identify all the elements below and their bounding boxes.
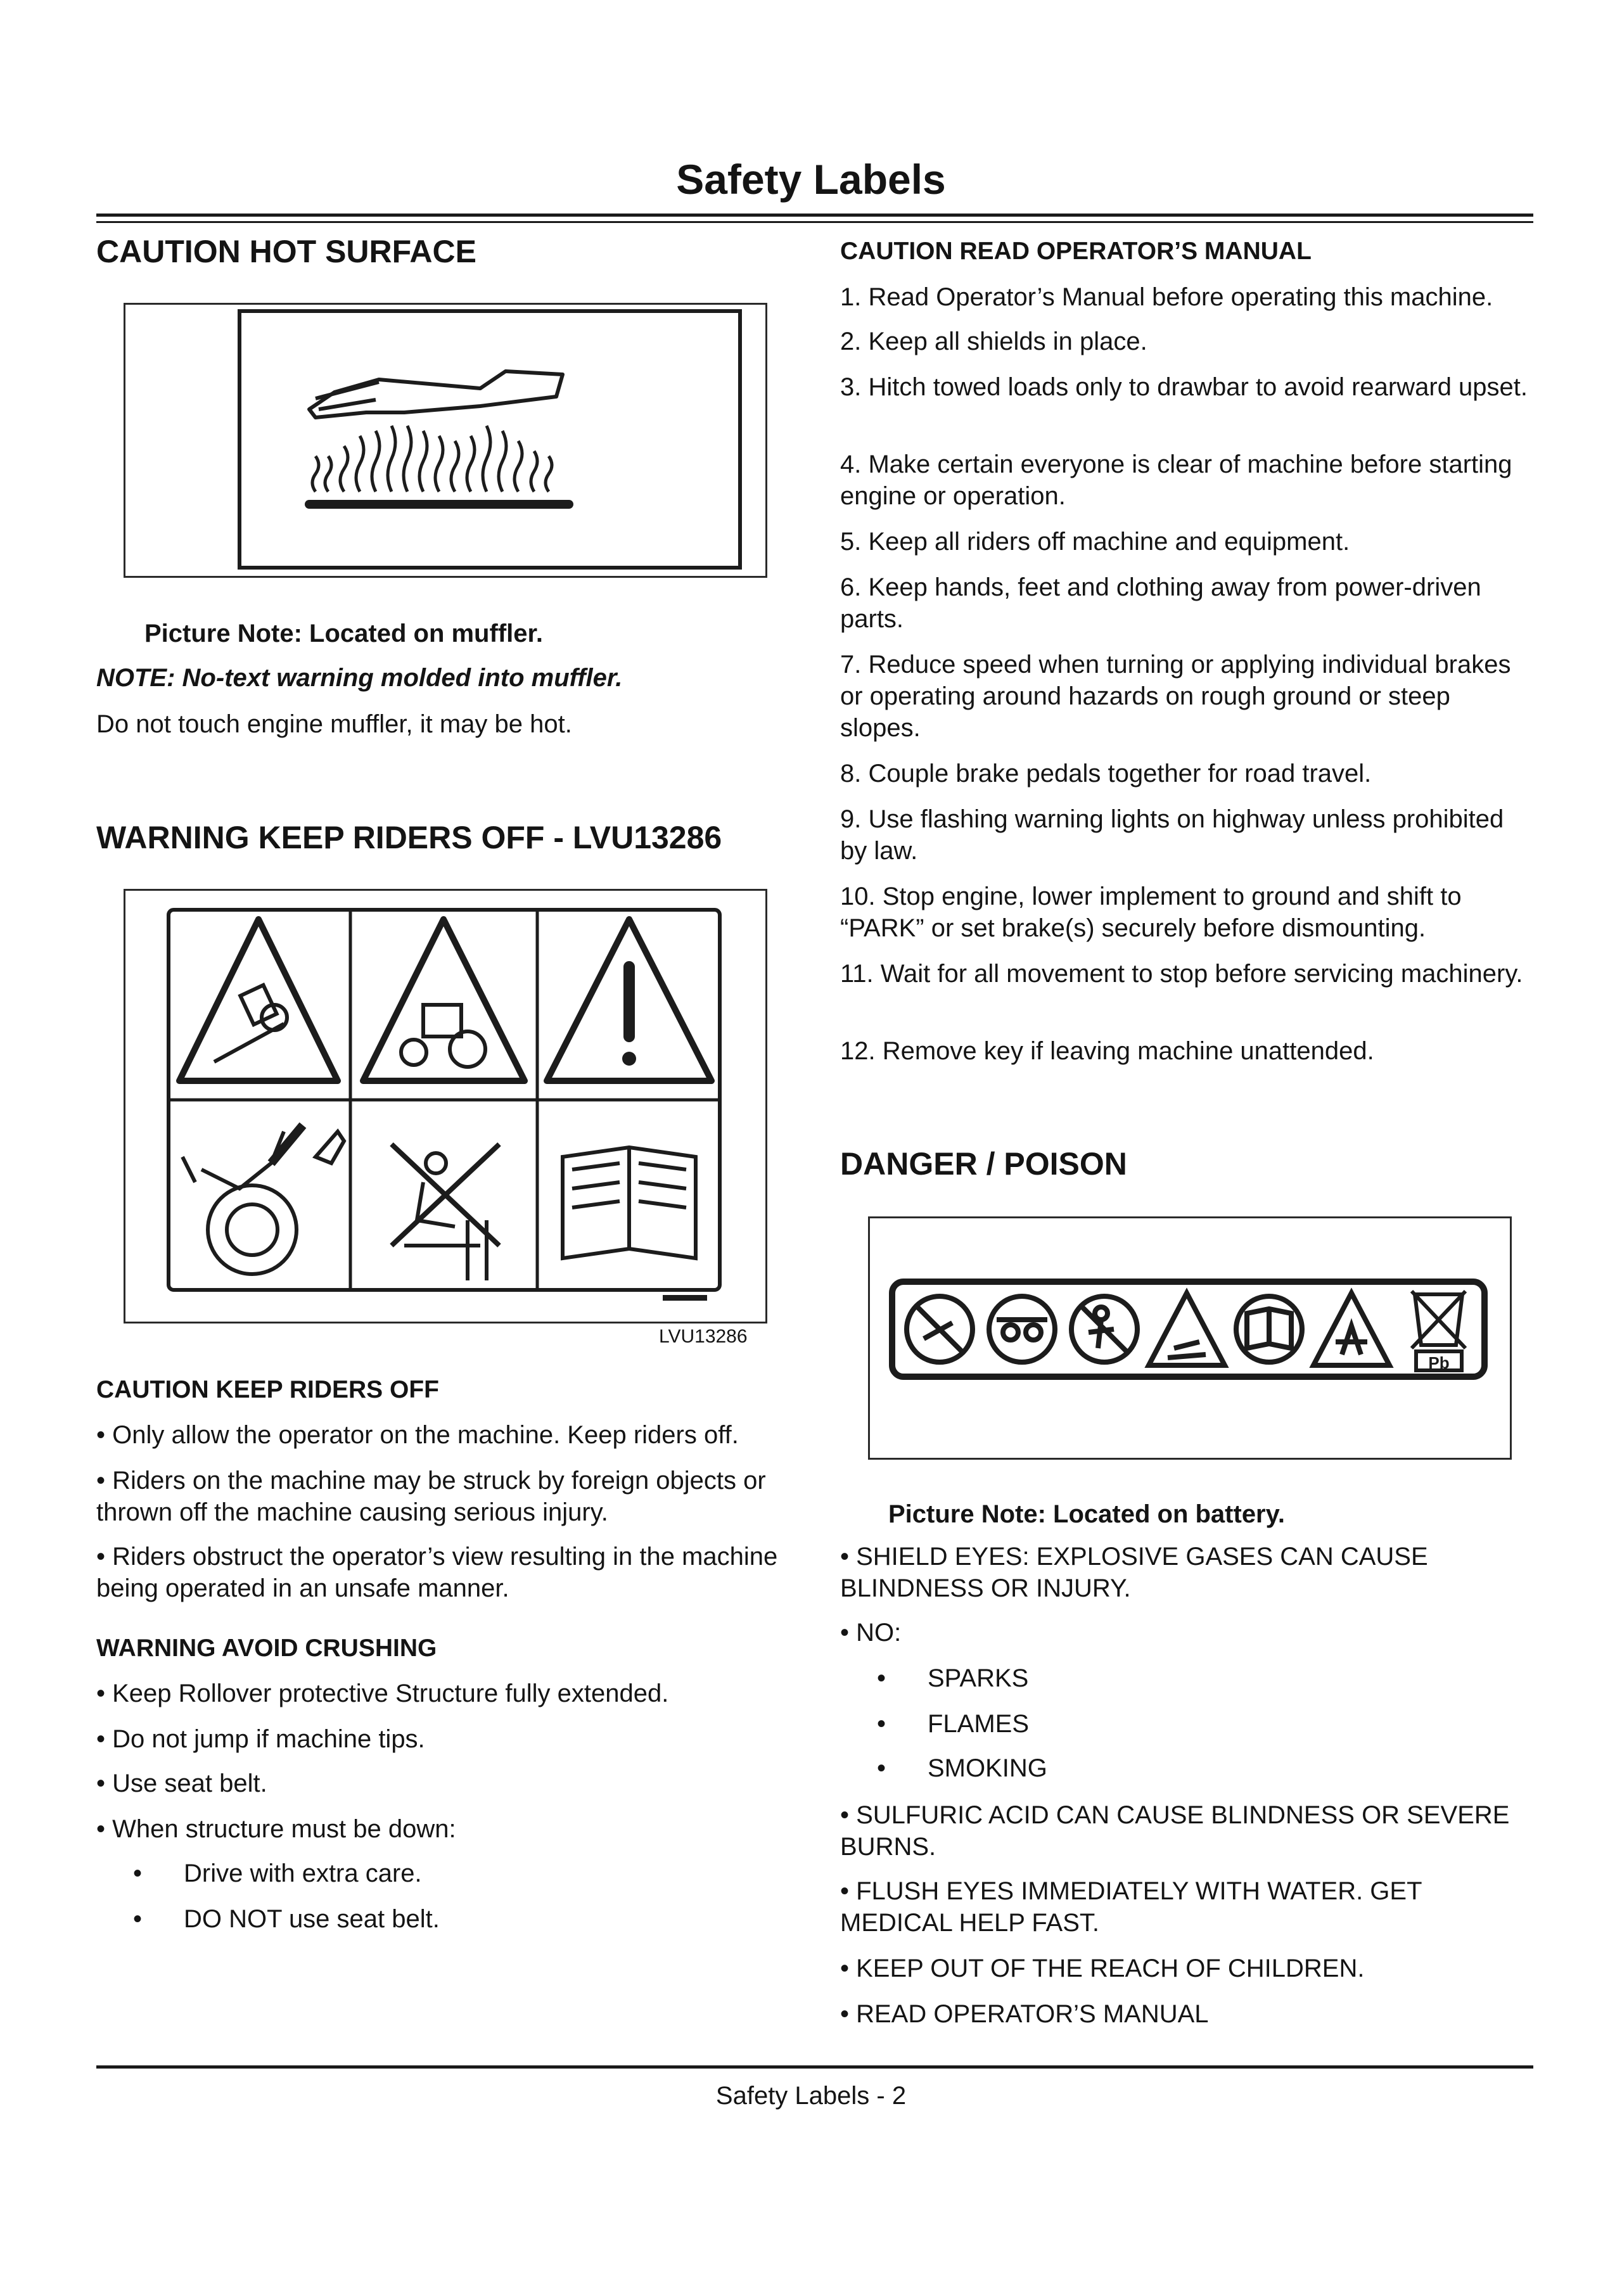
pb-mark: Pb [1428, 1353, 1450, 1372]
header-rule-thin [96, 221, 1533, 223]
page-footer: Safety Labels - 2 [715, 2082, 907, 2110]
sub-list-item [96, 1858, 806, 1889]
rollover-warning-icon [179, 919, 338, 1081]
no-jump-icon [392, 1144, 499, 1280]
sub-list-item [840, 1708, 1537, 1740]
hot-surface-note: NOTE: No-text warning molded into muffler. [96, 664, 623, 692]
sub-list-item [840, 1662, 1537, 1694]
list-item: 12. Remove key if leaving machine unattended. [840, 1037, 1374, 1065]
riders-off-pictograms [125, 891, 765, 1322]
list-item: • SULFURIC ACID CAN CAUSE BLINDNESS OR SEVERE BURNS. [840, 1801, 1510, 1861]
sub-list-item-text: SMOKING [928, 1754, 1047, 1782]
battery-pictograms [870, 1218, 1510, 1458]
sub-list-item [96, 1903, 806, 1935]
sub-list-item [840, 1752, 1537, 1784]
rops-extend-icon [182, 1125, 344, 1274]
danger-poison-heading: DANGER / POISON [840, 1146, 1127, 1182]
list-item: 4. Make certain everyone is clear of machine before starting engine or operation. [840, 450, 1512, 510]
no-smoking-icon [907, 1296, 973, 1362]
list-item: • Only allow the operator on the machine. Keep riders off. [96, 1421, 739, 1449]
header-rule [96, 214, 1533, 217]
hot-surface-label-image [124, 303, 767, 578]
list-item: • Keep Rollover protective Structure fully extended. [96, 1680, 669, 1707]
list-item: • READ OPERATOR’S MANUAL [840, 2000, 1209, 2028]
bullet: • [133, 1905, 143, 1933]
list-item: 3. Hitch towed loads only to drawbar to avoid rearward upset. [840, 373, 1528, 401]
acid-warning-icon [1149, 1293, 1225, 1365]
tractor-warning-icon [363, 919, 525, 1081]
bullet: • [877, 1754, 886, 1782]
sub-list-item-text: SPARKS [928, 1664, 1029, 1692]
list-item: 7. Reduce speed when turning or applying individual brakes or operating around hazards on rough ground or steep slopes. [840, 651, 1511, 742]
eye-protection-icon [989, 1296, 1055, 1362]
exclamation-warning-icon [547, 919, 712, 1081]
list-item: 2. Keep all shields in place. [840, 328, 1147, 355]
list-item: • NO: [840, 1619, 902, 1647]
list-item: • When structure must be down: [96, 1815, 456, 1843]
bullet: • [877, 1710, 886, 1738]
bullet: • [877, 1664, 886, 1692]
bullet: • [133, 1859, 143, 1887]
read-manual-icon [1236, 1296, 1302, 1362]
battery-label-image [868, 1216, 1512, 1460]
list-item: 6. Keep hands, feet and clothing away from power-driven parts. [840, 573, 1481, 633]
sub-list-item-text: Drive with extra care. [184, 1859, 422, 1887]
no-children-icon [1071, 1296, 1137, 1362]
list-item: 1. Read Operator’s Manual before operating this machine. [840, 283, 1493, 311]
riders-off-heading: WARNING KEEP RIDERS OFF - LVU13286 [96, 820, 722, 855]
hot-surface-body: Do not touch engine muffler, it may be hot. [96, 710, 572, 738]
footer-rule [96, 2065, 1533, 2069]
list-item: • KEEP OUT OF THE REACH OF CHILDREN. [840, 1955, 1365, 1982]
hot-surface-icon [125, 305, 765, 576]
hot-surface-heading: CAUTION HOT SURFACE [96, 234, 476, 269]
sub-list-item-text: DO NOT use seat belt. [184, 1905, 440, 1933]
list-item: • SHIELD EYES: EXPLOSIVE GASES CAN CAUSE BLINDNESS OR INJURY. [840, 1543, 1428, 1602]
caution-keep-riders-heading: CAUTION KEEP RIDERS OFF [96, 1376, 439, 1403]
avoid-crushing-heading: WARNING AVOID CRUSHING [96, 1635, 437, 1662]
list-item: • Use seat belt. [96, 1770, 267, 1797]
riders-off-label-code: LVU13286 [659, 1326, 748, 1347]
battery-picture-note: Picture Note: Located on battery. [888, 1500, 1286, 1528]
list-item: 9. Use flashing warning lights on highway unless prohibited by law. [840, 805, 1504, 865]
list-item: 5. Keep all riders off machine and equipment. [840, 528, 1350, 556]
list-item: 11. Wait for all movement to stop before servicing machinery. [840, 960, 1523, 988]
list-item: 10. Stop engine, lower implement to ground and shift to “PARK” or set brake(s) securely before dismounting. [840, 883, 1462, 942]
list-item: • FLUSH EYES IMMEDIATELY WITH WATER. GET MEDICAL HELP FAST. [840, 1877, 1422, 1937]
list-item: • Riders on the machine may be struck by foreign objects or thrown off the machine causing serious injury. [96, 1467, 766, 1526]
list-item: • Riders obstruct the operator’s view resulting in the machine being operated in an unsafe manner. [96, 1543, 778, 1602]
sub-list-item-text: FLAMES [928, 1710, 1030, 1738]
explosive-warning-icon [1313, 1293, 1389, 1365]
operators-manual-heading: CAUTION READ OPERATOR’S MANUAL [840, 238, 1312, 265]
list-item: • Do not jump if machine tips. [96, 1725, 425, 1753]
hot-surface-picture-note: Picture Note: Located on muffler. [144, 620, 543, 647]
page-title: Safety Labels [676, 156, 946, 203]
manual-book-icon [563, 1147, 696, 1258]
list-item: 8. Couple brake pedals together for road travel. [840, 760, 1372, 788]
riders-off-label-image [124, 889, 767, 1323]
